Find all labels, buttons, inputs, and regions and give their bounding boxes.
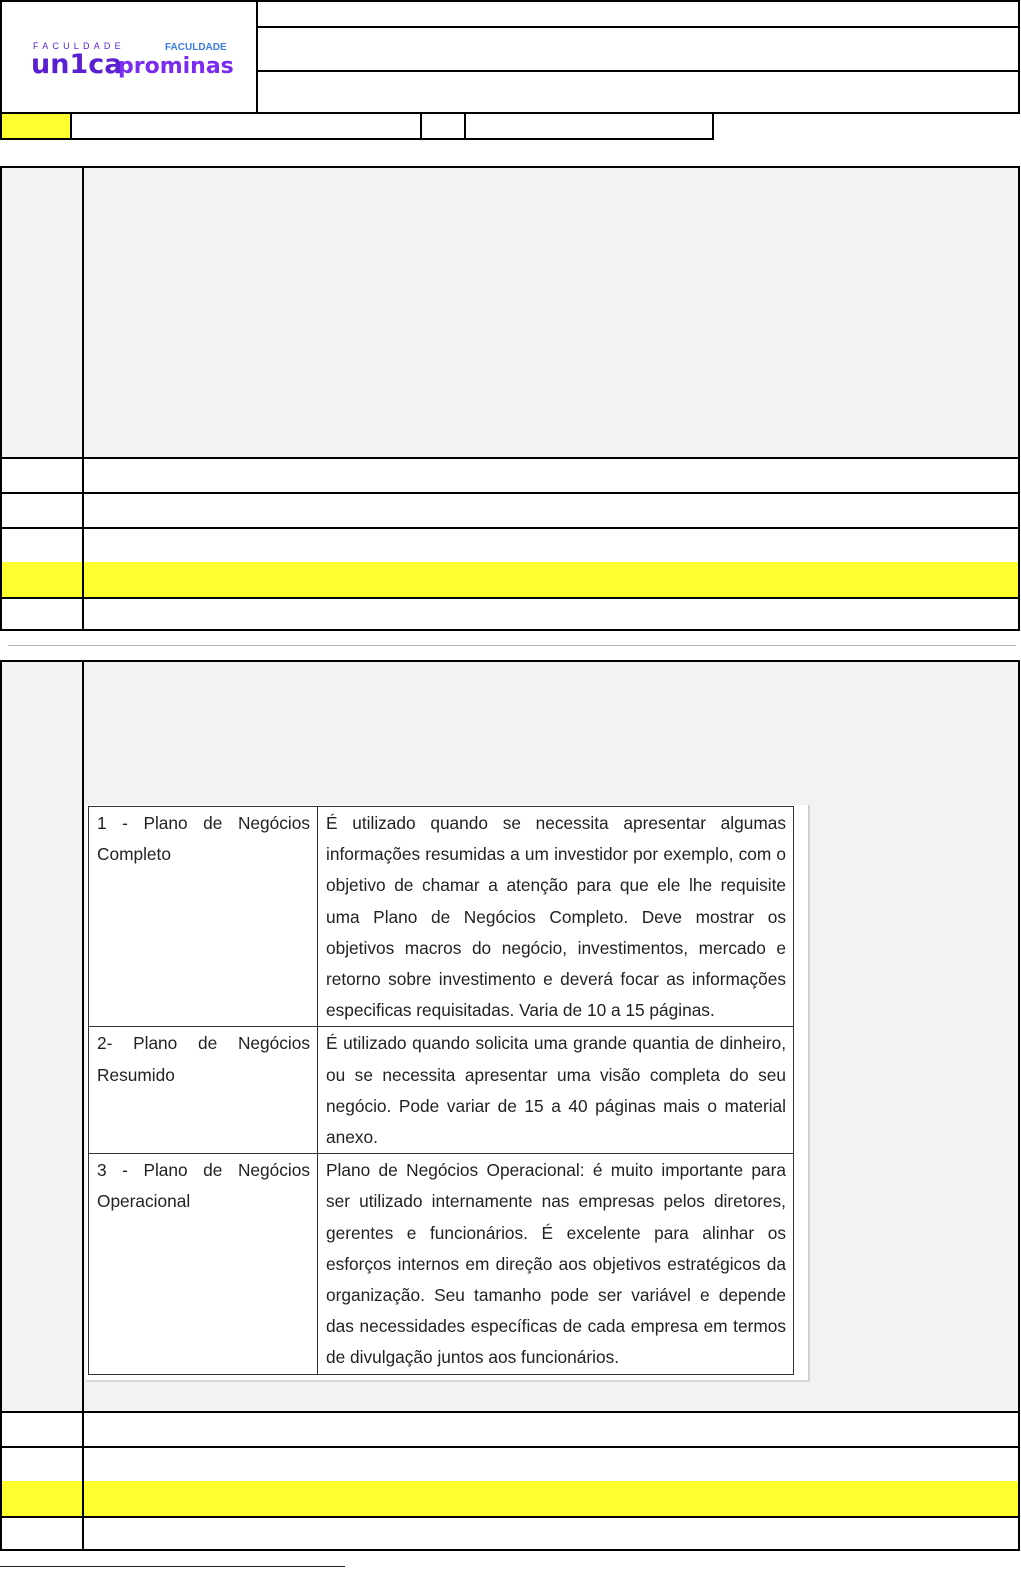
table-row [89, 807, 794, 1027]
plan-name: 3 - Plano de Negócios Operacional [89, 1154, 318, 1374]
business-plan-types-table [86, 805, 810, 1382]
question-block-2 [0, 660, 1020, 1551]
header-row-divider-2 [258, 70, 1018, 72]
svg-text:FACULDADE: FACULDADE [33, 41, 125, 51]
answer-option-2b[interactable] [2, 1446, 1018, 1483]
document-header [0, 0, 1020, 114]
answer-option-1d-highlighted[interactable] [2, 562, 1018, 599]
question-number-column-2 [2, 662, 84, 1549]
question-number-column-1 [2, 168, 84, 629]
svg-text:prominas: prominas [118, 54, 234, 79]
answer-option-2d[interactable] [2, 1516, 1018, 1549]
footnote-line [0, 1566, 345, 1567]
header-row-divider-1 [258, 26, 1018, 28]
info-cell-highlight [0, 114, 72, 140]
plan-description: Plano de Negócios Operacional: é muito importante para ser utilizado internamente nas empresas pelos diretores, gerentes e funcionários. É excelente para alinhar os esforços internos em direção aos objetivos estratégicos da organização. Seu tamanho pode ser variável e depende das necessidades específicas de cada empresa em termos de divulgação juntos aos funcionários. [318, 1154, 794, 1374]
answer-option-1e[interactable] [2, 597, 1018, 629]
question-stem-2 [2, 662, 1018, 1413]
table-row [89, 1154, 794, 1374]
info-cell-value [464, 114, 714, 140]
logo-cell [2, 2, 258, 114]
svg-text:un1ca: un1ca [31, 49, 123, 80]
plan-description: É utilizado quando solicita uma grande quantia de dinheiro, ou se necessita apresentar uma visão completa do seu negócio. Pode variar de 15 a 40 páginas mais o material anexo. [318, 1027, 794, 1154]
question-block-1 [0, 166, 1020, 631]
answer-option-2c-highlighted[interactable] [2, 1481, 1018, 1518]
answer-option-1a[interactable] [2, 457, 1018, 494]
question-stem-1 [2, 168, 1018, 459]
info-cell-label [420, 114, 466, 140]
table-row [89, 1027, 794, 1154]
info-cell-name [70, 114, 422, 140]
plan-name: 2- Plano de Negócios Resumido [89, 1027, 318, 1154]
answer-option-2a[interactable] [2, 1411, 1018, 1448]
answer-option-1b[interactable] [2, 492, 1018, 529]
plan-name: 1 - Plano de Negócios Completo [89, 807, 318, 1027]
faculdade-unica-prominas-logo [2, 2, 254, 114]
page-separator [8, 645, 1016, 646]
svg-text:FACULDADE: FACULDADE [165, 42, 227, 53]
answer-option-1c[interactable] [2, 527, 1018, 564]
plan-description: É utilizado quando se necessita apresentar algumas informações resumidas a um investidor por exemplo, com o objetivo de chamar a atenção para que ele lhe requisite uma Plano de Negócios Completo. Deve mostrar os objetivos macros do negócio, investimentos, mercado e retorno sobre investimento e deverá focar as informações especificas requisitadas. Varia de 10 a 15 páginas. [318, 807, 794, 1027]
